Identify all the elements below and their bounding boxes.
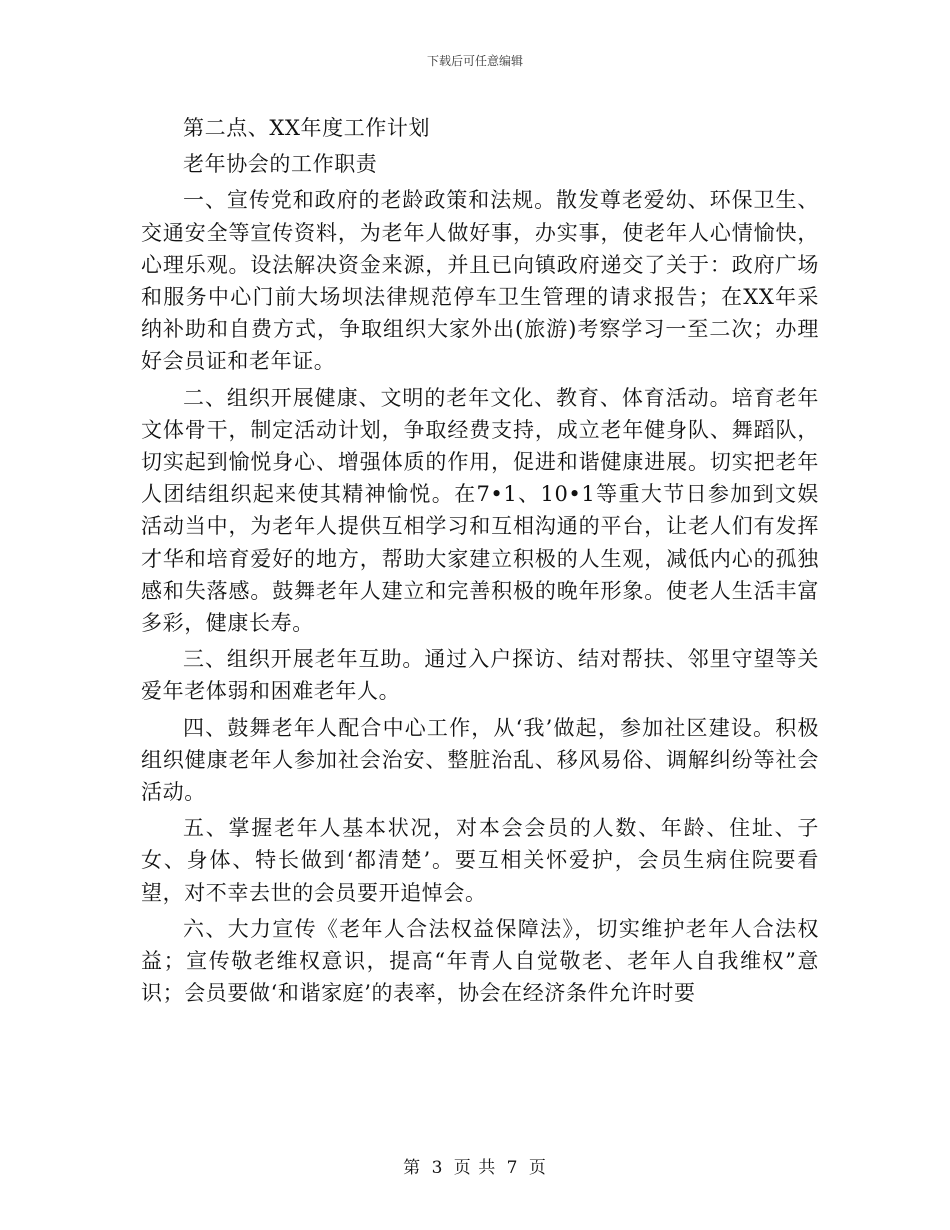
paragraph: 五、掌握老年人基本状况，对本会会员的人数、年龄、住址、子女、身体、特长做到‘都清楚’。要互相关怀爱护，会员生病住院要看望，对不幸去世的会员要开追悼会。: [141, 816, 819, 905]
paragraph: 四、鼓舞老年人配合中心工作，从‘我’做起，参加社区建设。积极组织健康老年人参加社会治安、整脏治乱、移风易俗、调解纠纷等社会活动。: [141, 715, 819, 805]
paragraph: 三、组织开展老年互助。通过入户探访、结对帮扶、邻里守望等关爱年老体弱和困难老年人。: [141, 647, 819, 704]
section-title: 第二点、XX年度工作计划: [183, 116, 431, 140]
subtitle: 老年协会的工作职责: [183, 152, 378, 177]
footer-suffix: 页: [528, 1158, 547, 1178]
footer-middle: 页 共: [453, 1158, 497, 1178]
document-body: [141, 112, 819, 1013]
total-pages-number: 7: [506, 1158, 519, 1178]
paragraph: 二、组织开展健康、文明的老年文化、教育、体育活动。培育老年文体骨干，制定活动计划，争取经费支持，成立老年健身队、舞蹈队，切实起到愉悦身心、增强体质的作用，促进和谐健康进展。切实把老年人团结组织起来使其精神愉悦。在7•1、10•1等重大节日参加到文娱活动当中，为老年人提供互相学习和互相沟通的平台，让老人们有发挥才华和培育爱好的地方，帮助大家建立积极的人生观，减低内心的孤独感和失落感。鼓舞老年人建立和完善积极的晚年形象。使老人生活丰富多彩，健康长寿。: [141, 385, 819, 636]
current-page-number: 3: [431, 1158, 444, 1178]
page-footer: [0, 1153, 950, 1178]
paragraph: 一、宣传党和政府的老龄政策和法规。散发尊老爱幼、环保卫生、交通安全等宣传资料，为老年人做好事，办实事，使老年人心情愉快，心理乐观。设法解决资金来源，并且已向镇政府递交了关于：政府广场和服务中心门前大场坝法律规范停车卫生管理的请求报告；在XX年采纳补助和自费方式，争取组织大家外出(旅游)考察学习一至二次；办理好会员证和老年证。: [141, 188, 819, 374]
header-note: 下载后可任意编辑: [426, 54, 523, 68]
footer-prefix: 第: [403, 1158, 422, 1178]
paragraph: 六、大力宣传《老年人合法权益保障法》，切实维护老年人合法权益；宣传敬老维权意识，提高“年青人自觉敬老、老年人自我维权”意识；会员要做‘和谐家庭’的表率，协会在经济条件允许时要: [141, 916, 819, 1006]
